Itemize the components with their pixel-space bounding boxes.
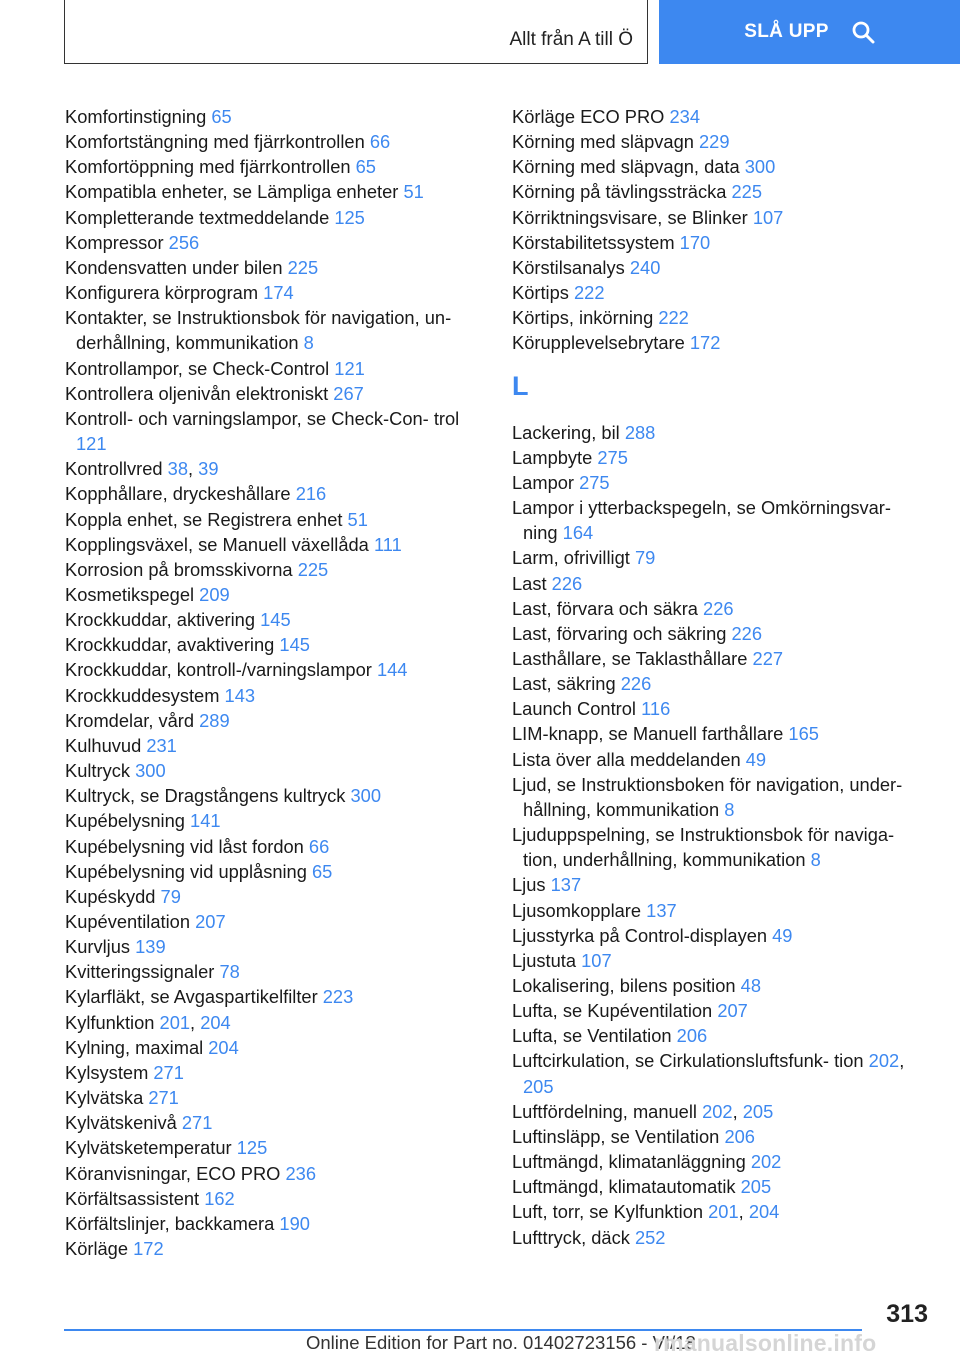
page-link[interactable]: 226 xyxy=(731,622,763,644)
page-link[interactable]: 205 xyxy=(523,1075,554,1097)
page-link[interactable]: 201 xyxy=(159,1011,191,1033)
index-entry-label: Last, förvara och säkra xyxy=(512,597,698,619)
index-entry-label: Kultryck, se Dragstångens kultryck xyxy=(65,785,346,807)
index-entry-label: Kupébelysning xyxy=(65,810,185,832)
index-entry-label: Kontrollera oljenivån elektroniskt xyxy=(65,382,329,404)
page-link[interactable]: 205 xyxy=(742,1100,774,1122)
page-link[interactable]: 145 xyxy=(279,634,310,656)
index-entry xyxy=(65,305,475,355)
index-entry-label: Kompatibla enheter, se Lämpliga enheter xyxy=(65,181,399,203)
index-entry-label: Luftmängd, klimatautomatik xyxy=(512,1176,736,1198)
index-entry xyxy=(65,1060,475,1085)
index-column-left xyxy=(65,104,475,1261)
index-entry-label: Körstabilitetssystem xyxy=(512,231,675,253)
section-letter: L xyxy=(512,370,529,401)
page-link[interactable]: 204 xyxy=(748,1201,780,1223)
page-link[interactable]: 116 xyxy=(641,698,671,720)
page-link[interactable]: 65 xyxy=(355,156,376,178)
search-button-label: SLÅ UPP xyxy=(744,21,829,42)
index-entry xyxy=(65,507,475,532)
index-entry-label: Kulhuvud xyxy=(65,734,142,756)
index-entry xyxy=(512,330,927,355)
page-link[interactable]: 137 xyxy=(646,899,677,921)
page-link[interactable]: 66 xyxy=(369,131,391,153)
index-entry xyxy=(65,959,475,984)
index-entry xyxy=(65,1236,475,1261)
index-entry xyxy=(65,557,475,582)
index-entry-label: Körupplevelsebrytare xyxy=(512,332,685,354)
index-entry xyxy=(512,129,927,154)
page-link[interactable]: 107 xyxy=(581,949,612,971)
index-list-k xyxy=(65,104,475,1261)
index-entry xyxy=(65,205,475,230)
index-entry-label: Kylarfläkt, se Avgaspartikelfilter xyxy=(65,986,318,1008)
index-entry: Kylfunktion 201, 204 xyxy=(65,1011,231,1033)
index-entry-label: Kylvätskenivå xyxy=(65,1112,177,1134)
page-link[interactable]: 137 xyxy=(550,874,582,896)
page-link[interactable]: 289 xyxy=(199,709,230,731)
index-entry-label: Krockkuddar, aktivering xyxy=(65,609,256,631)
index-entry xyxy=(65,481,475,506)
index-entry xyxy=(65,733,475,758)
index-list-k-continued xyxy=(512,104,927,356)
page-link[interactable]: 8 xyxy=(810,849,821,871)
index-entry xyxy=(512,1225,927,1250)
index-entry-label: Koppla enhet, se Registrera enhet xyxy=(65,508,343,530)
index-entry xyxy=(512,646,927,671)
page-link[interactable]: 226 xyxy=(620,673,652,695)
page-link[interactable]: 216 xyxy=(295,483,327,505)
index-entry-label: Komfortinstigning xyxy=(65,106,207,127)
page-link[interactable]: 222 xyxy=(574,282,605,304)
page-link[interactable]: 170 xyxy=(679,231,711,253)
index-entry-label: Körtips, inkörning xyxy=(512,307,654,329)
page-link[interactable]: 209 xyxy=(199,583,230,605)
index-entry-label: Lampor xyxy=(512,471,574,493)
index-entry-label: Lokalisering, bilens position xyxy=(512,975,736,996)
index-entry xyxy=(65,683,475,708)
index-entry xyxy=(512,772,927,822)
index-entry-label: Kosmetikspegel xyxy=(65,583,195,605)
page-link[interactable]: 205 xyxy=(740,1176,772,1198)
footer-edition-text: Online Edition for Part no. 01402723156 - VI/18 xyxy=(306,1332,696,1353)
index-entry-label: Luftmängd, klimatanläggning xyxy=(512,1151,746,1173)
index-entry xyxy=(512,1174,927,1199)
index-entry-label: Ljud, se Instruktionsboken för navigation, under‐ hållning, kommunikation xyxy=(512,773,903,820)
page-link[interactable]: 206 xyxy=(676,1025,708,1047)
index-list-l xyxy=(512,420,927,1250)
page-link[interactable]: 164 xyxy=(562,522,594,544)
index-entry-label: Kultryck xyxy=(65,760,131,782)
page-link[interactable]: 225 xyxy=(297,558,329,580)
page-link[interactable]: 49 xyxy=(772,924,793,946)
page-link[interactable]: 51 xyxy=(347,508,368,530)
index-entry-label: Krockkuddar, kontroll-/varningslampor xyxy=(65,659,372,681)
page-link[interactable]: 207 xyxy=(195,911,226,932)
page-link[interactable]: 8 xyxy=(724,798,735,820)
index-entry-label: Luftcirkulation, se Cirkulationsluftsfunk‐ tion xyxy=(512,1050,864,1072)
index-entry xyxy=(65,783,475,808)
index-entry xyxy=(65,1135,475,1160)
index-entry xyxy=(512,571,927,596)
index-entry-label: Körfältsassistent xyxy=(65,1187,200,1209)
index-entry xyxy=(512,621,927,646)
index-entry-label: Larm, ofrivilligt xyxy=(512,547,630,569)
index-entry xyxy=(512,1023,927,1048)
page-link[interactable]: 51 xyxy=(403,181,424,203)
index-entry xyxy=(512,973,927,998)
page-link[interactable]: 252 xyxy=(634,1226,666,1248)
index-entry xyxy=(65,280,475,305)
page-link[interactable]: 206 xyxy=(724,1125,755,1147)
index-entry xyxy=(512,898,927,923)
index-entry: Kontrollvred 38, 39 xyxy=(65,458,219,480)
index-entry xyxy=(512,255,927,280)
page-link[interactable]: 300 xyxy=(350,785,382,807)
footer-watermark: rmanualsonline.info xyxy=(654,1330,877,1356)
index-entry xyxy=(65,859,475,884)
index-entry-label: Kylfunktion xyxy=(65,1011,155,1033)
index-entry-label: Kontakter, se Instruktionsbok för navigation, un‐ derhållning, kommunikation xyxy=(65,307,452,354)
index-entry xyxy=(512,721,927,746)
index-entry-label: Kontrollvred xyxy=(65,458,163,480)
index-entry xyxy=(65,381,475,406)
index-entry xyxy=(65,1085,475,1110)
page-link[interactable]: 226 xyxy=(703,597,734,619)
page-link[interactable]: 231 xyxy=(146,734,177,756)
index-entry-label: Kylning, maximal xyxy=(65,1036,204,1058)
index-entry-label: Krockkuddar, avaktivering xyxy=(65,634,275,656)
index-entry-label: Kvitteringssignaler xyxy=(65,961,215,983)
page-link[interactable]: 300 xyxy=(135,760,166,782)
index-entry xyxy=(65,406,475,456)
index-entry xyxy=(65,758,475,783)
page-link[interactable]: 207 xyxy=(717,1000,748,1022)
index-entry xyxy=(512,179,927,204)
index-entry-label: Luft, torr, se Kylfunktion xyxy=(512,1201,704,1223)
page-link[interactable]: 78 xyxy=(219,961,240,983)
page-link[interactable]: 190 xyxy=(279,1212,310,1234)
page-link[interactable]: 226 xyxy=(551,572,583,594)
page-link[interactable]: 256 xyxy=(168,231,200,253)
index-entry-label: Kupéventilation xyxy=(65,911,191,932)
index-entry-label: Lampbyte xyxy=(512,446,593,468)
index-entry xyxy=(512,154,927,179)
index-entry-label: Komfortstängning med fjärrkontrollen xyxy=(65,131,365,153)
index-entry-label: Krockkuddesystem xyxy=(65,684,220,706)
index-entry xyxy=(65,934,475,959)
page-link[interactable]: 172 xyxy=(689,332,721,354)
index-entry-label: LIM-knapp, se Manuell farthållare xyxy=(512,723,784,745)
index-entry xyxy=(512,495,927,545)
page-link[interactable]: 204 xyxy=(208,1036,239,1058)
index-entry xyxy=(65,104,475,129)
index-entry-label: Lasthållare, se Taklasthållare xyxy=(512,647,748,669)
index-entry-label: Kromdelar, vård xyxy=(65,709,195,731)
index-entry-label: Kupébelysning vid låst fordon xyxy=(65,835,304,857)
page-link[interactable]: 107 xyxy=(752,206,784,228)
index-entry-label: Körläge xyxy=(65,1238,129,1260)
index-entry-label: Kupébelysning vid upplåsning xyxy=(65,860,307,882)
index-entry-label: Kopphållare, dryckeshållare xyxy=(65,483,291,505)
index-entry: Luftcirkulation, se Cirkulationsluftsfunk‐ tion 202, 205 xyxy=(512,1050,905,1097)
page-link[interactable]: 121 xyxy=(334,357,365,379)
index-entry-label: Kupéskydd xyxy=(65,885,156,907)
page-link[interactable]: 141 xyxy=(190,810,221,832)
index-column-right xyxy=(512,104,927,1250)
page-link[interactable]: 48 xyxy=(740,975,762,996)
index-entry xyxy=(512,596,927,621)
index-entry xyxy=(65,884,475,909)
index-entry xyxy=(512,280,927,305)
index-entry xyxy=(65,179,475,204)
index-entry xyxy=(65,632,475,657)
page-link[interactable]: 227 xyxy=(752,647,784,669)
page-link[interactable]: 125 xyxy=(334,206,365,228)
search-button[interactable] xyxy=(659,0,960,64)
index-entry-label: Ljusstyrka på Control-displayen xyxy=(512,924,768,946)
page-link[interactable]: 275 xyxy=(597,446,628,468)
page-link[interactable]: 225 xyxy=(731,181,763,203)
page-link[interactable]: 144 xyxy=(376,659,408,681)
index-entry xyxy=(65,909,475,934)
page-number: 313 xyxy=(886,1300,928,1328)
index-entry xyxy=(512,1124,927,1149)
page-link[interactable]: 38 xyxy=(167,458,188,480)
page-link[interactable]: 236 xyxy=(285,1162,317,1184)
index-entry-label: Körning med släpvagn xyxy=(512,131,694,153)
page-link[interactable]: 271 xyxy=(153,1061,184,1083)
search-icon xyxy=(851,20,875,44)
index-entry xyxy=(65,1035,475,1060)
index-entry: Luftfördelning, manuell 202, 205 xyxy=(512,1100,774,1122)
page-link[interactable]: 172 xyxy=(133,1238,164,1260)
index-entry-label: Kontrollampor, se Check-Control xyxy=(65,357,330,379)
index-entry xyxy=(512,205,927,230)
index-entry xyxy=(65,834,475,859)
index-entry-label: Körläge ECO PRO xyxy=(512,106,665,127)
index-entry xyxy=(65,255,475,280)
index-entry: Luft, torr, se Kylfunktion 201, 204 xyxy=(512,1201,780,1223)
page-link[interactable]: 288 xyxy=(624,421,656,443)
page-link[interactable]: 139 xyxy=(135,936,166,958)
page-link[interactable]: 79 xyxy=(634,547,656,569)
page-link[interactable]: 222 xyxy=(658,307,689,329)
index-entry-label: Körriktningsvisare, se Blinker xyxy=(512,206,748,228)
index-entry xyxy=(65,808,475,833)
index-entry xyxy=(512,747,927,772)
page-link[interactable]: 65 xyxy=(312,860,333,882)
index-entry xyxy=(512,822,927,872)
index-entry xyxy=(512,1149,927,1174)
page-link[interactable]: 202 xyxy=(868,1050,900,1072)
index-entry-label: Kopplingsväxel, se Manuell växellåda xyxy=(65,533,369,555)
index-entry-label: Körning på tävlingssträcka xyxy=(512,181,727,203)
index-entry xyxy=(512,545,927,570)
index-entry-label: Lampor i ytterbackspegeln, se Omkörningsvar‐ ning xyxy=(512,497,891,544)
index-entry xyxy=(512,104,927,129)
page-link[interactable]: 165 xyxy=(788,723,819,745)
page-link[interactable]: 271 xyxy=(148,1087,179,1109)
index-entry-label: Konfigurera körprogram xyxy=(65,282,259,304)
index-entry-label: Körfältslinjer, backkamera xyxy=(65,1212,275,1234)
page-link[interactable]: 202 xyxy=(750,1151,782,1173)
index-entry xyxy=(512,671,927,696)
index-entry-label: Lista över alla meddelanden xyxy=(512,748,741,770)
index-entry-label: Luftinsläpp, se Ventilation xyxy=(512,1125,720,1147)
index-entry xyxy=(65,356,475,381)
index-entry xyxy=(512,470,927,495)
index-entry-label: Kylvätsketemperatur xyxy=(65,1137,232,1159)
index-entry-label: Kompressor xyxy=(65,231,164,253)
index-entry xyxy=(65,607,475,632)
index-entry-label: Ljustuta xyxy=(512,949,577,971)
page-link[interactable]: 229 xyxy=(699,131,730,153)
index-entry xyxy=(512,230,927,255)
page-link[interactable]: 225 xyxy=(287,256,319,278)
index-entry-label: Körtips xyxy=(512,282,569,304)
index-entry xyxy=(512,445,927,470)
page-link[interactable]: 202 xyxy=(702,1100,733,1122)
index-entry xyxy=(65,582,475,607)
page-link[interactable]: 300 xyxy=(744,156,776,178)
index-entry xyxy=(65,708,475,733)
index-entry-label: Last, förvaring och säkring xyxy=(512,622,727,644)
page-link[interactable]: 39 xyxy=(198,458,219,480)
index-entry xyxy=(65,1161,475,1186)
index-entry-label: Last xyxy=(512,572,547,594)
index-entry-label: Luftfördelning, manuell xyxy=(512,1100,697,1122)
index-entry-label: Ljuduppspelning, se Instruktionsbok för naviga‐ tion, underhållning, kommunikation xyxy=(512,824,895,871)
index-entry-label: Kompletterande textmeddelande xyxy=(65,206,330,228)
index-entry-label: Korrosion på bromsskivorna xyxy=(65,558,293,580)
header-title-box xyxy=(64,0,648,64)
index-entry xyxy=(65,1110,475,1135)
index-entry xyxy=(65,129,475,154)
page-link[interactable]: 204 xyxy=(200,1011,231,1033)
index-entry xyxy=(65,1211,475,1236)
index-entry-label: Kylsystem xyxy=(65,1061,149,1083)
index-entry-label: Last, säkring xyxy=(512,673,616,695)
page-link[interactable]: 271 xyxy=(181,1112,213,1134)
page-link[interactable]: 240 xyxy=(629,256,661,278)
page-link[interactable]: 79 xyxy=(160,885,181,907)
index-entry-label: Launch Control xyxy=(512,698,636,720)
index-entry xyxy=(512,420,927,445)
index-entry xyxy=(65,154,475,179)
index-entry xyxy=(65,532,475,557)
page-link[interactable]: 66 xyxy=(308,835,330,857)
index-entry xyxy=(65,984,475,1009)
page-link[interactable]: 8 xyxy=(303,332,314,354)
index-entry xyxy=(65,1186,475,1211)
index-entry-label: Ljusomkopplare xyxy=(512,899,642,921)
index-entry-label: Komfortöppning med fjärrkontrollen xyxy=(65,156,351,178)
index-entry xyxy=(512,872,927,897)
page-link[interactable]: 65 xyxy=(211,106,232,127)
index-entry xyxy=(512,923,927,948)
index-entry-label: Kylvätska xyxy=(65,1087,144,1109)
page-link[interactable]: 111 xyxy=(373,533,402,555)
index-entry-label: Kontroll- och varningslampor, se Check-Con‐ trol xyxy=(65,407,460,429)
index-entry-label: Kondensvatten under bilen xyxy=(65,256,283,278)
index-entry xyxy=(512,948,927,973)
page-link[interactable]: 121 xyxy=(76,433,107,455)
page-link[interactable]: 223 xyxy=(322,986,354,1008)
index-entry xyxy=(65,657,475,682)
page-link[interactable]: 162 xyxy=(204,1187,235,1209)
page-link[interactable]: 267 xyxy=(333,382,364,404)
index-entry-label: Körstilsanalys xyxy=(512,256,625,278)
page-link[interactable]: 49 xyxy=(745,748,767,770)
index-entry-label: Köranvisningar, ECO PRO xyxy=(65,1162,281,1184)
header-title: Allt från A till Ö xyxy=(509,29,633,50)
index-entry xyxy=(512,998,927,1023)
page-link[interactable]: 145 xyxy=(260,609,291,631)
index-entry xyxy=(512,696,927,721)
page-link[interactable]: 275 xyxy=(579,471,610,493)
page-link[interactable]: 143 xyxy=(224,684,256,706)
index-entry-label: Lufttryck, däck xyxy=(512,1226,630,1248)
index-entry-label: Lufta, se Kupéventilation xyxy=(512,1000,713,1022)
index-entry-label: Lufta, se Ventilation xyxy=(512,1025,672,1047)
index-entry xyxy=(512,305,927,330)
index-entry xyxy=(65,230,475,255)
page-link[interactable]: 201 xyxy=(708,1201,739,1223)
index-entry-label: Kurvljus xyxy=(65,936,131,958)
page-link[interactable]: 125 xyxy=(236,1137,268,1159)
index-entry-label: Ljus xyxy=(512,874,546,896)
page-link[interactable]: 234 xyxy=(669,106,701,127)
page-link[interactable]: 174 xyxy=(263,282,294,304)
index-entry-label: Lackering, bil xyxy=(512,421,620,443)
index-entry-label: Körning med släpvagn, data xyxy=(512,156,740,178)
